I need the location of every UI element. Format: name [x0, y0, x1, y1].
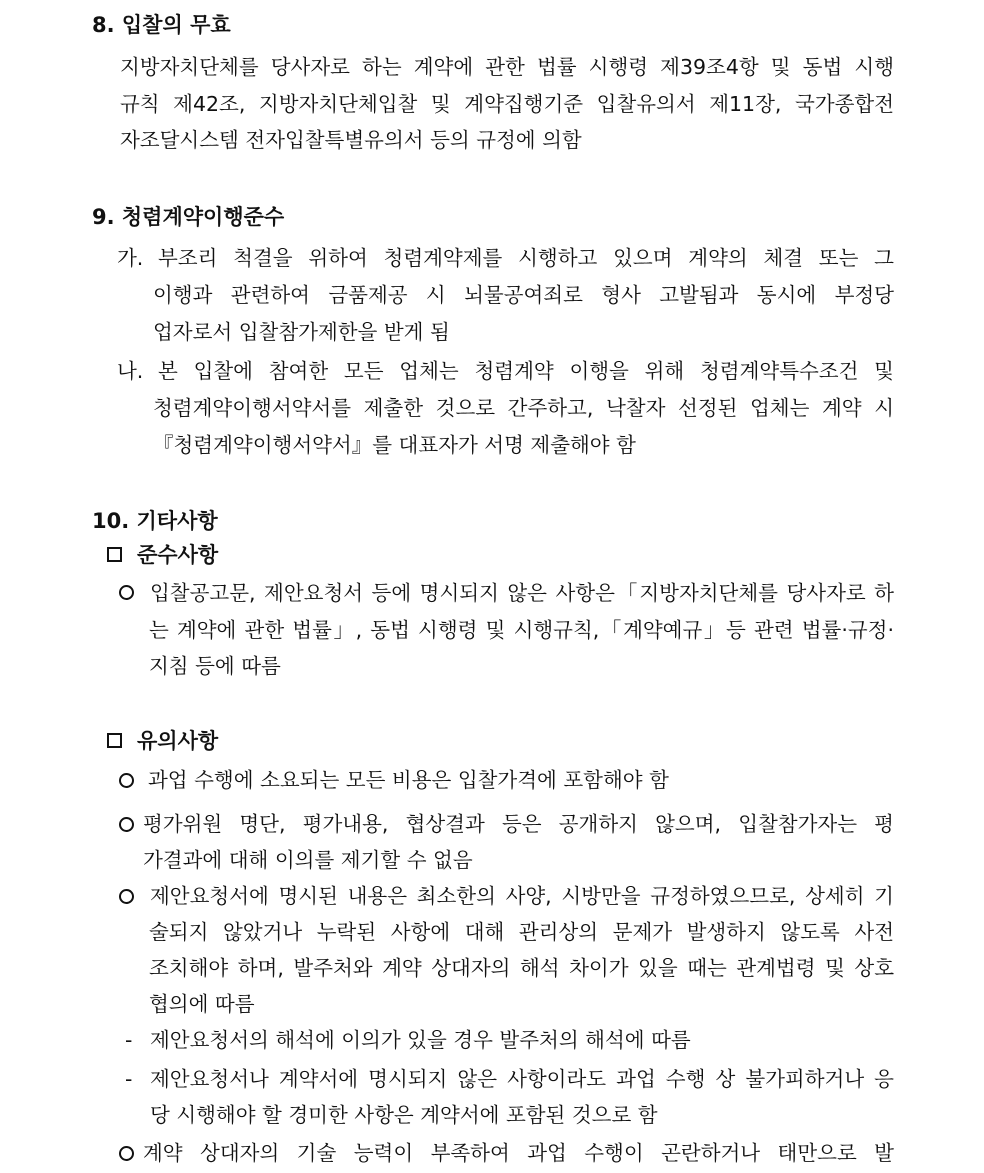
checkbox-square-icon: [107, 547, 122, 562]
item-marker-na: 나.: [117, 359, 144, 383]
section-8-line-3: 자조달시스템 전자입찰특별유의서 등의 규정에 의함: [120, 128, 582, 152]
section-9-heading: 9. 청렴계약이행준수: [92, 205, 285, 229]
caution-item-3-line-2: 술되지 않았거나 누락된 사항에 대해 관리상의 문제가 발생하지 않도록 사전: [149, 920, 894, 944]
caution-sub-2-line-2: 당 시행해야 할 경미한 사항은 계약서에 포함된 것으로 함: [150, 1103, 658, 1127]
section-9-ga-line-3: 업자로서 입찰참가제한을 받게 됨: [153, 320, 450, 344]
section-9-ga-line-1: 부조리 척결을 위하여 청렴계약제를 시행하고 있으며 계약의 체결 또는 그: [158, 246, 894, 270]
compliance-line-1: 입찰공고문, 제안요청서 등에 명시되지 않은 사항은「지방자치단체를 당사자로 하: [150, 581, 894, 605]
caution-sub-1: 제안요청서의 해석에 이의가 있을 경우 발주처의 해석에 따름: [150, 1028, 691, 1052]
section-10-heading: 10. 기타사항: [92, 509, 218, 533]
section-9-ga-line-2: 이행과 관련하여 금품제공 시 뇌물공여죄로 형사 고발됨과 동시에 부정당: [153, 283, 894, 307]
section-9-na-line-3: 『청렴계약이행서약서』를 대표자가 서명 제출해야 함: [153, 433, 636, 457]
caution-title: 유의사항: [137, 729, 219, 753]
dash-marker: -: [125, 1067, 133, 1091]
caution-sub-2-line-1: 제안요청서나 계약서에 명시되지 않은 사항이라도 과업 수행 상 불가피하거나 응: [150, 1067, 894, 1091]
caution-item-3-line-3: 조치해야 하며, 발주처와 계약 상대자의 해석 차이가 있을 때는 관계법령 및 상호: [149, 956, 895, 980]
section-9-na-line-2: 청렴계약이행서약서를 제출한 것으로 간주하고, 낙찰자 선정된 업체는 계약 시: [153, 396, 894, 420]
caution-item-3-line-4: 협의에 따름: [149, 992, 255, 1016]
section-9-na-line-1: 본 입찰에 참여한 모든 업체는 청렴계약 이행을 위해 청렴계약특수조건 및: [158, 359, 894, 383]
bullet-circle-icon: [119, 889, 134, 904]
section-8-heading: 8. 입찰의 무효: [92, 13, 231, 37]
caution-item-2-line-2: 가결과에 대해 이의를 제기할 수 없음: [143, 848, 473, 872]
dash-marker: -: [125, 1028, 133, 1052]
compliance-title: 준수사항: [137, 543, 219, 567]
checkbox-square-icon: [107, 733, 122, 748]
bullet-circle-icon: [119, 773, 134, 788]
bullet-circle-icon: [119, 585, 134, 600]
section-8-line-2: 규칙 제42조, 지방자치단체입찰 및 계약집행기준 입찰유의서 제11장, 국가종합전: [120, 92, 894, 116]
caution-item-4-line-1: 계약 상대자의 기술 능력이 부족하여 과업 수행이 곤란하거나 태만으로 발: [143, 1141, 894, 1165]
caution-item-2-line-1: 평가위원 명단, 평가내용, 협상결과 등은 공개하지 않으며, 입찰참가자는 평: [143, 812, 894, 836]
section-8-line-1: 지방자치단체를 당사자로 하는 계약에 관한 법률 시행령 제39조4항 및 동법 시행: [120, 55, 894, 79]
caution-item-3-line-1: 제안요청서에 명시된 내용은 최소한의 사양, 시방만을 규정하였으므로, 상세히 기: [150, 884, 894, 908]
bullet-circle-icon: [119, 817, 134, 832]
caution-item-1: 과업 수행에 소요되는 모든 비용은 입찰가격에 포함해야 함: [148, 768, 669, 792]
item-marker-ga: 가.: [117, 246, 144, 270]
compliance-line-3: 지침 등에 따름: [149, 654, 281, 678]
compliance-line-2: 는 계약에 관한 법률」, 동법 시행령 및 시행규칙,「계약예규」등 관련 법률·규정·: [149, 618, 894, 642]
bullet-circle-icon: [119, 1146, 134, 1161]
